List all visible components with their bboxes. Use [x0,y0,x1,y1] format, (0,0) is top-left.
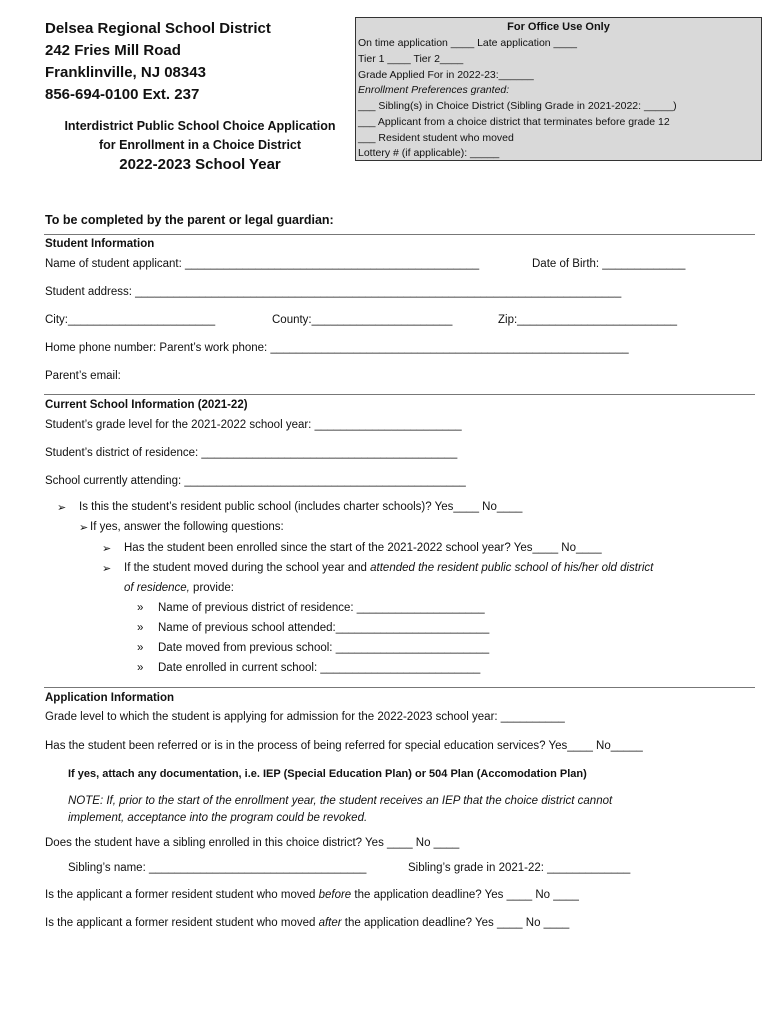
district-street: 242 Fries Mill Road [45,42,181,59]
student-info-heading: Student Information [45,238,155,250]
moved-question-emphasis-2: of residence, [124,582,190,594]
iep-note-line-1: NOTE: If, prior to the start of the enrollment year, the student receives an IEP that the choice district cannot [68,795,613,807]
moved-before-answer: the application deadline? Yes ____ No ____ [351,889,579,901]
moved-before-text: Is the applicant a former resident student who moved [45,889,319,901]
current-school-field[interactable]: School currently attending: ____________________________________________ [45,475,466,487]
arrow-bullet-icon: ➢ [102,563,112,575]
resident-school-question[interactable]: Is this the student’s resident public school (includes charter schools)? Yes____ No____ [79,501,523,513]
office-tier: Tier 1 ____ Tier 2____ [358,53,464,65]
previous-district-field[interactable]: Name of previous district of residence: ____________________ [158,602,485,614]
parent-email-field[interactable]: Parent’s email: [45,370,121,382]
sub-bullet-icon: » [137,662,144,674]
sub-bullet-icon: » [137,622,144,634]
moved-after-answer: the application deadline? Yes ____ No ____ [341,917,570,929]
moved-before-emphasis: before [318,889,352,901]
district-phone: 856-694-0100 Ext. 237 [45,86,200,103]
sub-bullet-icon: » [137,602,144,614]
enrolled-since-question[interactable]: Has the student been enrolled since the start of the 2021-2022 school year? Yes____ No____ [124,542,602,554]
date-of-birth-field[interactable]: Date of Birth: _____________ [532,258,686,270]
intro-instruction: To be completed by the parent or legal guardian: [45,213,334,227]
section-divider [44,394,755,395]
phone-numbers-field[interactable]: Home phone number: Parent’s work phone: ________________________________________________________ [45,342,629,354]
current-school-heading: Current School Information (2021-22) [45,399,248,411]
office-use-title: For Office Use Only [507,21,610,33]
current-grade-field[interactable]: Student’s grade level for the 2021-2022 school year: _______________________ [45,419,462,431]
moved-question-emphasis: attended the resident public school of his/her old district [370,562,654,574]
district-city: Franklinville, NJ 08343 [45,64,206,81]
school-year: 2022-2023 School Year [119,156,281,173]
special-ed-question[interactable]: Has the student been referred or is in the process of being referred for special education services? Yes____ No_____ [45,740,643,752]
sibling-name-field[interactable]: Sibling’s name: __________________________________ [68,862,367,874]
section-divider [44,234,755,235]
moved-after-text: Is the applicant a former resident student who moved [45,917,319,929]
office-grade-applied: Grade Applied For in 2022-23:______ [358,69,534,81]
sibling-question[interactable]: Does the student have a sibling enrolled in this choice district? Yes ____ No ____ [45,837,460,849]
office-pref-sibling: ___ Sibling(s) in Choice District (Sibling Grade in 2021-2022: _____) [358,100,677,112]
application-info-heading: Application Information [45,692,175,704]
moved-question-continuation [124,582,234,594]
office-use-box [355,17,762,161]
date-moved-field[interactable]: Date moved from previous school: ________________________ [158,642,490,654]
moved-after-emphasis: after [318,917,342,929]
grade-applying-field[interactable]: Grade level to which the student is applying for admission for the 2022-2023 school year: __________ [45,711,565,723]
student-address-field[interactable]: Student address: ____________________________________________________________________________ [45,286,622,298]
moved-during-year-question [124,562,653,574]
district-name: Delsea Regional School District [45,20,271,37]
moved-before-deadline-question[interactable] [45,889,579,901]
office-pref-resident-moved: ___ Resident student who moved [358,132,514,144]
moved-after-deadline-question[interactable] [45,917,569,929]
iep-note-line-2: implement, acceptance into the program could be revoked. [68,812,368,824]
office-lottery-number: Lottery # (if applicable): _____ [358,147,500,159]
city-field[interactable]: City:_______________________ [45,314,216,326]
form-title-line-2: for Enrollment in a Choice District [98,138,302,152]
previous-school-field[interactable]: Name of previous school attended:________________________ [158,622,490,634]
if-yes-instruction: If yes, answer the following questions: [90,521,284,533]
arrow-bullet-icon: ➢ [102,543,112,555]
district-of-residence-field[interactable]: Student’s district of residence: ________________________________________ [45,447,458,459]
student-name-field[interactable]: Name of student applicant: ______________________________________________ [45,258,480,270]
section-divider [44,687,755,688]
date-enrolled-field[interactable]: Date enrolled in current school: _________________________ [158,662,481,674]
sub-bullet-icon: » [137,642,144,654]
moved-question-text: If the student moved during the school year and [124,562,371,574]
arrow-bullet-icon: ➢ [57,502,67,514]
attach-documentation-note: If yes, attach any documentation, i.e. IEP (Special Education Plan) or 504 Plan (Accomodation Plan) [68,768,587,780]
sibling-grade-field[interactable]: Sibling’s grade in 2021-22: _____________ [408,862,631,874]
arrow-bullet-icon: ➢ [79,522,89,534]
form-title-line-1: Interdistrict Public School Choice Application [64,119,336,133]
zip-field[interactable]: Zip:_________________________ [498,314,678,326]
office-pref-terminating-district: ___ Applicant from a choice district that terminates before grade 12 [358,116,670,128]
office-application-timing: On time application ____ Late application ____ [358,37,577,49]
moved-question-provide: provide: [189,582,234,594]
office-preferences-heading: Enrollment Preferences granted: [358,84,510,96]
county-field[interactable]: County:______________________ [272,314,453,326]
